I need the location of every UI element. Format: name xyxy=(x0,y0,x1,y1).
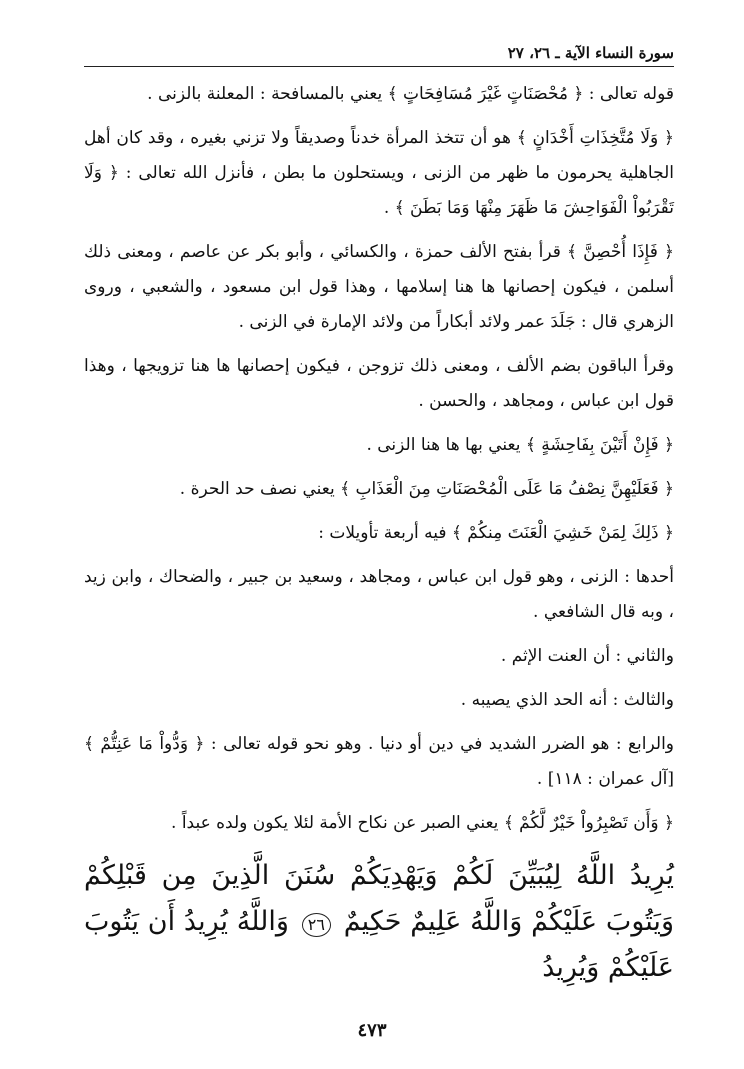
paragraph: قوله تعالى : ﴿ مُحْصَنَاتٍ غَيْرَ مُسَافِحَاتٍ ﴾ يعني بالمسافحة : المعلنة بالزنى . xyxy=(147,84,674,104)
paragraph: والثالث : أنه الحد الذي يصيبه . xyxy=(460,690,674,710)
paragraph: ﴿ ذَلِكَ لِمَنْ خَشِيَ الْعَنَتَ مِنكُمْ ﴾ فيه أربعة تأويلات : xyxy=(318,523,674,543)
page-number: ٤٧٣ xyxy=(357,1020,387,1041)
verse-text-part-1: يُرِيدُ اللَّهُ لِيُبَيِّنَ لَكُمْ وَيَهْدِيَكُمْ سُنَنَ الَّذِينَ مِن قَبْلِكُمْ وَيَتُوبَ عَلَيْكُمْ وَاللَّهُ عَلِيمٌ حَكِيمٌ xyxy=(84,860,674,937)
paragraph: أحدها : الزنى ، وهو قول ابن عباس ، ومجاهد ، وسعيد بن جبير ، والضحاك ، وابن زيد ، وبه قال الشافعي . xyxy=(84,567,674,622)
ayah-number-marker: ٢٦ xyxy=(302,913,331,937)
quran-verse xyxy=(84,853,674,991)
paragraph: ﴿ فَإِذَا أُحْصِنَّ ﴾ قرأ بفتح الألف حمزة ، والكسائي ، وأبو بكر عن عاصم ، ومعنى ذلك أسلمن ، فيكون إحصانها ها هنا إسلامها ، وهذا قول ابن مسعود ، والشعبي ، وروى الزهري قال : جَلَدَ عمر ولائد أبكاراً من ولائد الإمارة في الزنى . xyxy=(84,242,674,332)
verse-text-part-2: وَاللَّهُ يُرِيدُ أَن يَتُوبَ عَلَيْكُمْ وَيُرِيدُ xyxy=(84,906,674,983)
paragraph: ﴿ فَإِنْ أَتَيْنَ بِفَاحِشَةٍ ﴾ يعني بها ها هنا الزنى . xyxy=(366,435,674,455)
paragraph: وقرأ الباقون بضم الألف ، ومعنى ذلك تزوجن ، فيكون إحصانها ها هنا تزويجها ، وهذا قول ابن عباس ، ومجاهد ، والحسن . xyxy=(84,356,674,411)
paragraph: والرابع : هو الضرر الشديد في دين أو دنيا . وهو نحو قوله تعالى : ﴿ وَدُّواْ مَا عَنِتُّمْ ﴾ [آل عمران : ١١٨] . xyxy=(84,734,674,789)
page-header xyxy=(84,42,674,67)
paragraph: ﴿ وَلَا مُتَّخِذَاتِ أَخْدَانٍ ﴾ هو أن تتخذ المرأة خدناً وصديقاً ولا تزني بغيره ، وقد كان أهل الجاهلية يحرمون ما ظهر من الزنى ، ويستحلون ما بطن ، فأنزل الله تعالى : ﴿ وَلَا تَقْرَبُواْ الْفَوَاحِشَ مَا ظَهَرَ مِنْهَا وَمَا بَطَنَ ﴾ . xyxy=(84,128,674,218)
body-text xyxy=(84,77,674,841)
running-title: سورة النساء الآية ـ ٢٦، ٢٧ xyxy=(507,44,674,62)
paragraph: والثاني : أن العنت الإثم . xyxy=(500,646,674,666)
paragraph: ﴿ فَعَلَيْهِنَّ نِصْفُ مَا عَلَى الْمُحْصَنَاتِ مِنَ الْعَذَابِ ﴾ يعني نصف حد الحرة . xyxy=(179,479,674,499)
paragraph: ﴿ وَأَن تَصْبِرُواْ خَيْرٌ لَّكُمْ ﴾ يعني الصبر عن نكاح الأمة لئلا يكون ولده عبداً . xyxy=(171,813,674,833)
